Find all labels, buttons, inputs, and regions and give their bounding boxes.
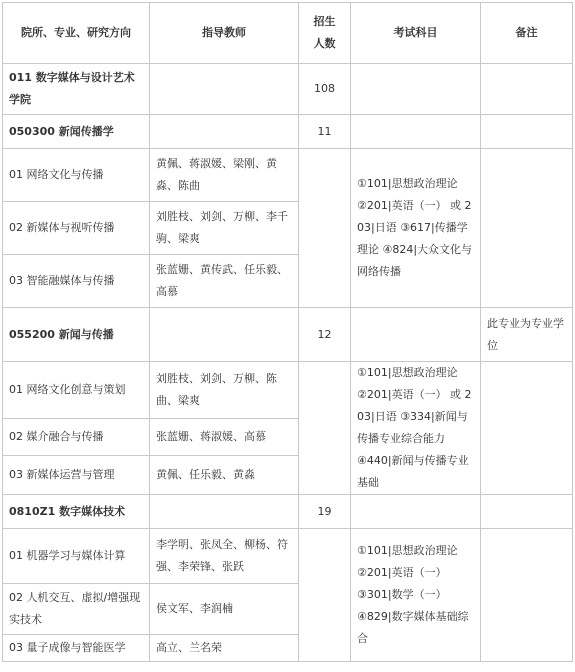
major-notes [481, 115, 573, 149]
institute-row [3, 64, 573, 115]
institute-count: 108 [299, 64, 351, 115]
exam-subject-line: ②201|英语（一） 或 203|日语 ③617|传播学理论 ④824|大众文化与网络传播 [357, 199, 473, 278]
institute-notes [481, 64, 573, 115]
direction-name: 03 智能融媒体与传播 [3, 255, 150, 308]
direction-count [299, 149, 351, 308]
exam-subject-line: ②201|英语（一） 或 203|日语 ③334|新闻与传播专业综合能力 [357, 388, 472, 445]
direction-notes [481, 529, 573, 662]
direction-teachers: 黄佩、任乐毅、黄淼 [150, 455, 299, 494]
exam-subject-line: ①101|思想政治理论 [357, 544, 458, 557]
direction-count [299, 362, 351, 495]
major-name: 0810Z1 数字媒体技术 [3, 495, 150, 529]
direction-teachers: 刘胜枝、刘剑、万柳、陈曲、梁爽 [150, 362, 299, 419]
direction-teachers: 张蓝姗、蒋淑媛、高慕 [150, 419, 299, 455]
header-count-line2: 人数 [313, 37, 336, 50]
direction-name: 02 人机交互、虚拟/增强现实技术 [3, 584, 150, 635]
header-count-line1: 招生 [313, 15, 336, 28]
major-teachers [150, 495, 299, 529]
exam-subject-line: ①101|思想政治理论 [357, 177, 458, 190]
direction-teachers: 侯文军、李润楠 [150, 584, 299, 635]
institute-teachers [150, 64, 299, 115]
header-row [3, 3, 573, 64]
admissions-table [2, 2, 573, 662]
direction-row [3, 529, 573, 584]
direction-name: 03 新媒体运营与管理 [3, 455, 150, 494]
major-notes: 此专业为专业学位 [481, 308, 573, 362]
direction-teachers: 刘胜枝、刘剑、万柳、李千驹、梁爽 [150, 202, 299, 255]
institute-name: 011 数字媒体与设计艺术学院 [3, 64, 150, 115]
major-row [3, 308, 573, 362]
institute-subjects [351, 64, 481, 115]
header-teachers: 指导教师 [150, 3, 299, 64]
direction-row [3, 362, 573, 419]
major-subjects [351, 308, 481, 362]
major-name: 055200 新闻与传播 [3, 308, 150, 362]
direction-name: 02 新媒体与视听传播 [3, 202, 150, 255]
direction-notes [481, 362, 573, 495]
direction-name: 01 网络文化与传播 [3, 149, 150, 202]
major-count: 19 [299, 495, 351, 529]
major-notes [481, 495, 573, 529]
major-name: 050300 新闻传播学 [3, 115, 150, 149]
exam-subject-line: ①101|思想政治理论 [357, 366, 458, 379]
major-count: 12 [299, 308, 351, 362]
direction-teachers: 黄佩、蒋淑媛、梁刚、黄淼、陈曲 [150, 149, 299, 202]
direction-name: 02 媒介融合与传播 [3, 419, 150, 455]
major-row [3, 115, 573, 149]
direction-name: 01 机器学习与媒体计算 [3, 529, 150, 584]
direction-teachers: 张蓝姗、黄传武、任乐毅、高慕 [150, 255, 299, 308]
direction-teachers: 李学明、张凤全、柳杨、符强、李荣锋、张跃 [150, 529, 299, 584]
exam-subjects [351, 149, 481, 308]
direction-teachers: 高立、兰名荣 [150, 635, 299, 662]
major-teachers [150, 308, 299, 362]
exam-subjects [351, 362, 481, 495]
exam-subject-line: ④829|数字媒体基础综合 [357, 610, 469, 645]
major-count: 11 [299, 115, 351, 149]
direction-name: 01 网络文化创意与策划 [3, 362, 150, 419]
header-notes: 备注 [481, 3, 573, 64]
header-count [299, 3, 351, 64]
exam-subjects [351, 529, 481, 662]
direction-notes [481, 149, 573, 308]
direction-count [299, 529, 351, 662]
header-subjects: 考试科目 [351, 3, 481, 64]
major-subjects [351, 115, 481, 149]
major-subjects [351, 495, 481, 529]
header-institute: 院所、专业、研究方向 [3, 3, 150, 64]
direction-row [3, 149, 573, 202]
direction-name: 03 量子成像与智能医学 [3, 635, 150, 662]
exam-subject-line: ②201|英语（一） [357, 566, 447, 579]
major-teachers [150, 115, 299, 149]
exam-subject-line: ④440|新闻与传播专业基础 [357, 454, 469, 489]
major-row [3, 495, 573, 529]
exam-subject-line: ③301|数学（一） [357, 588, 447, 601]
